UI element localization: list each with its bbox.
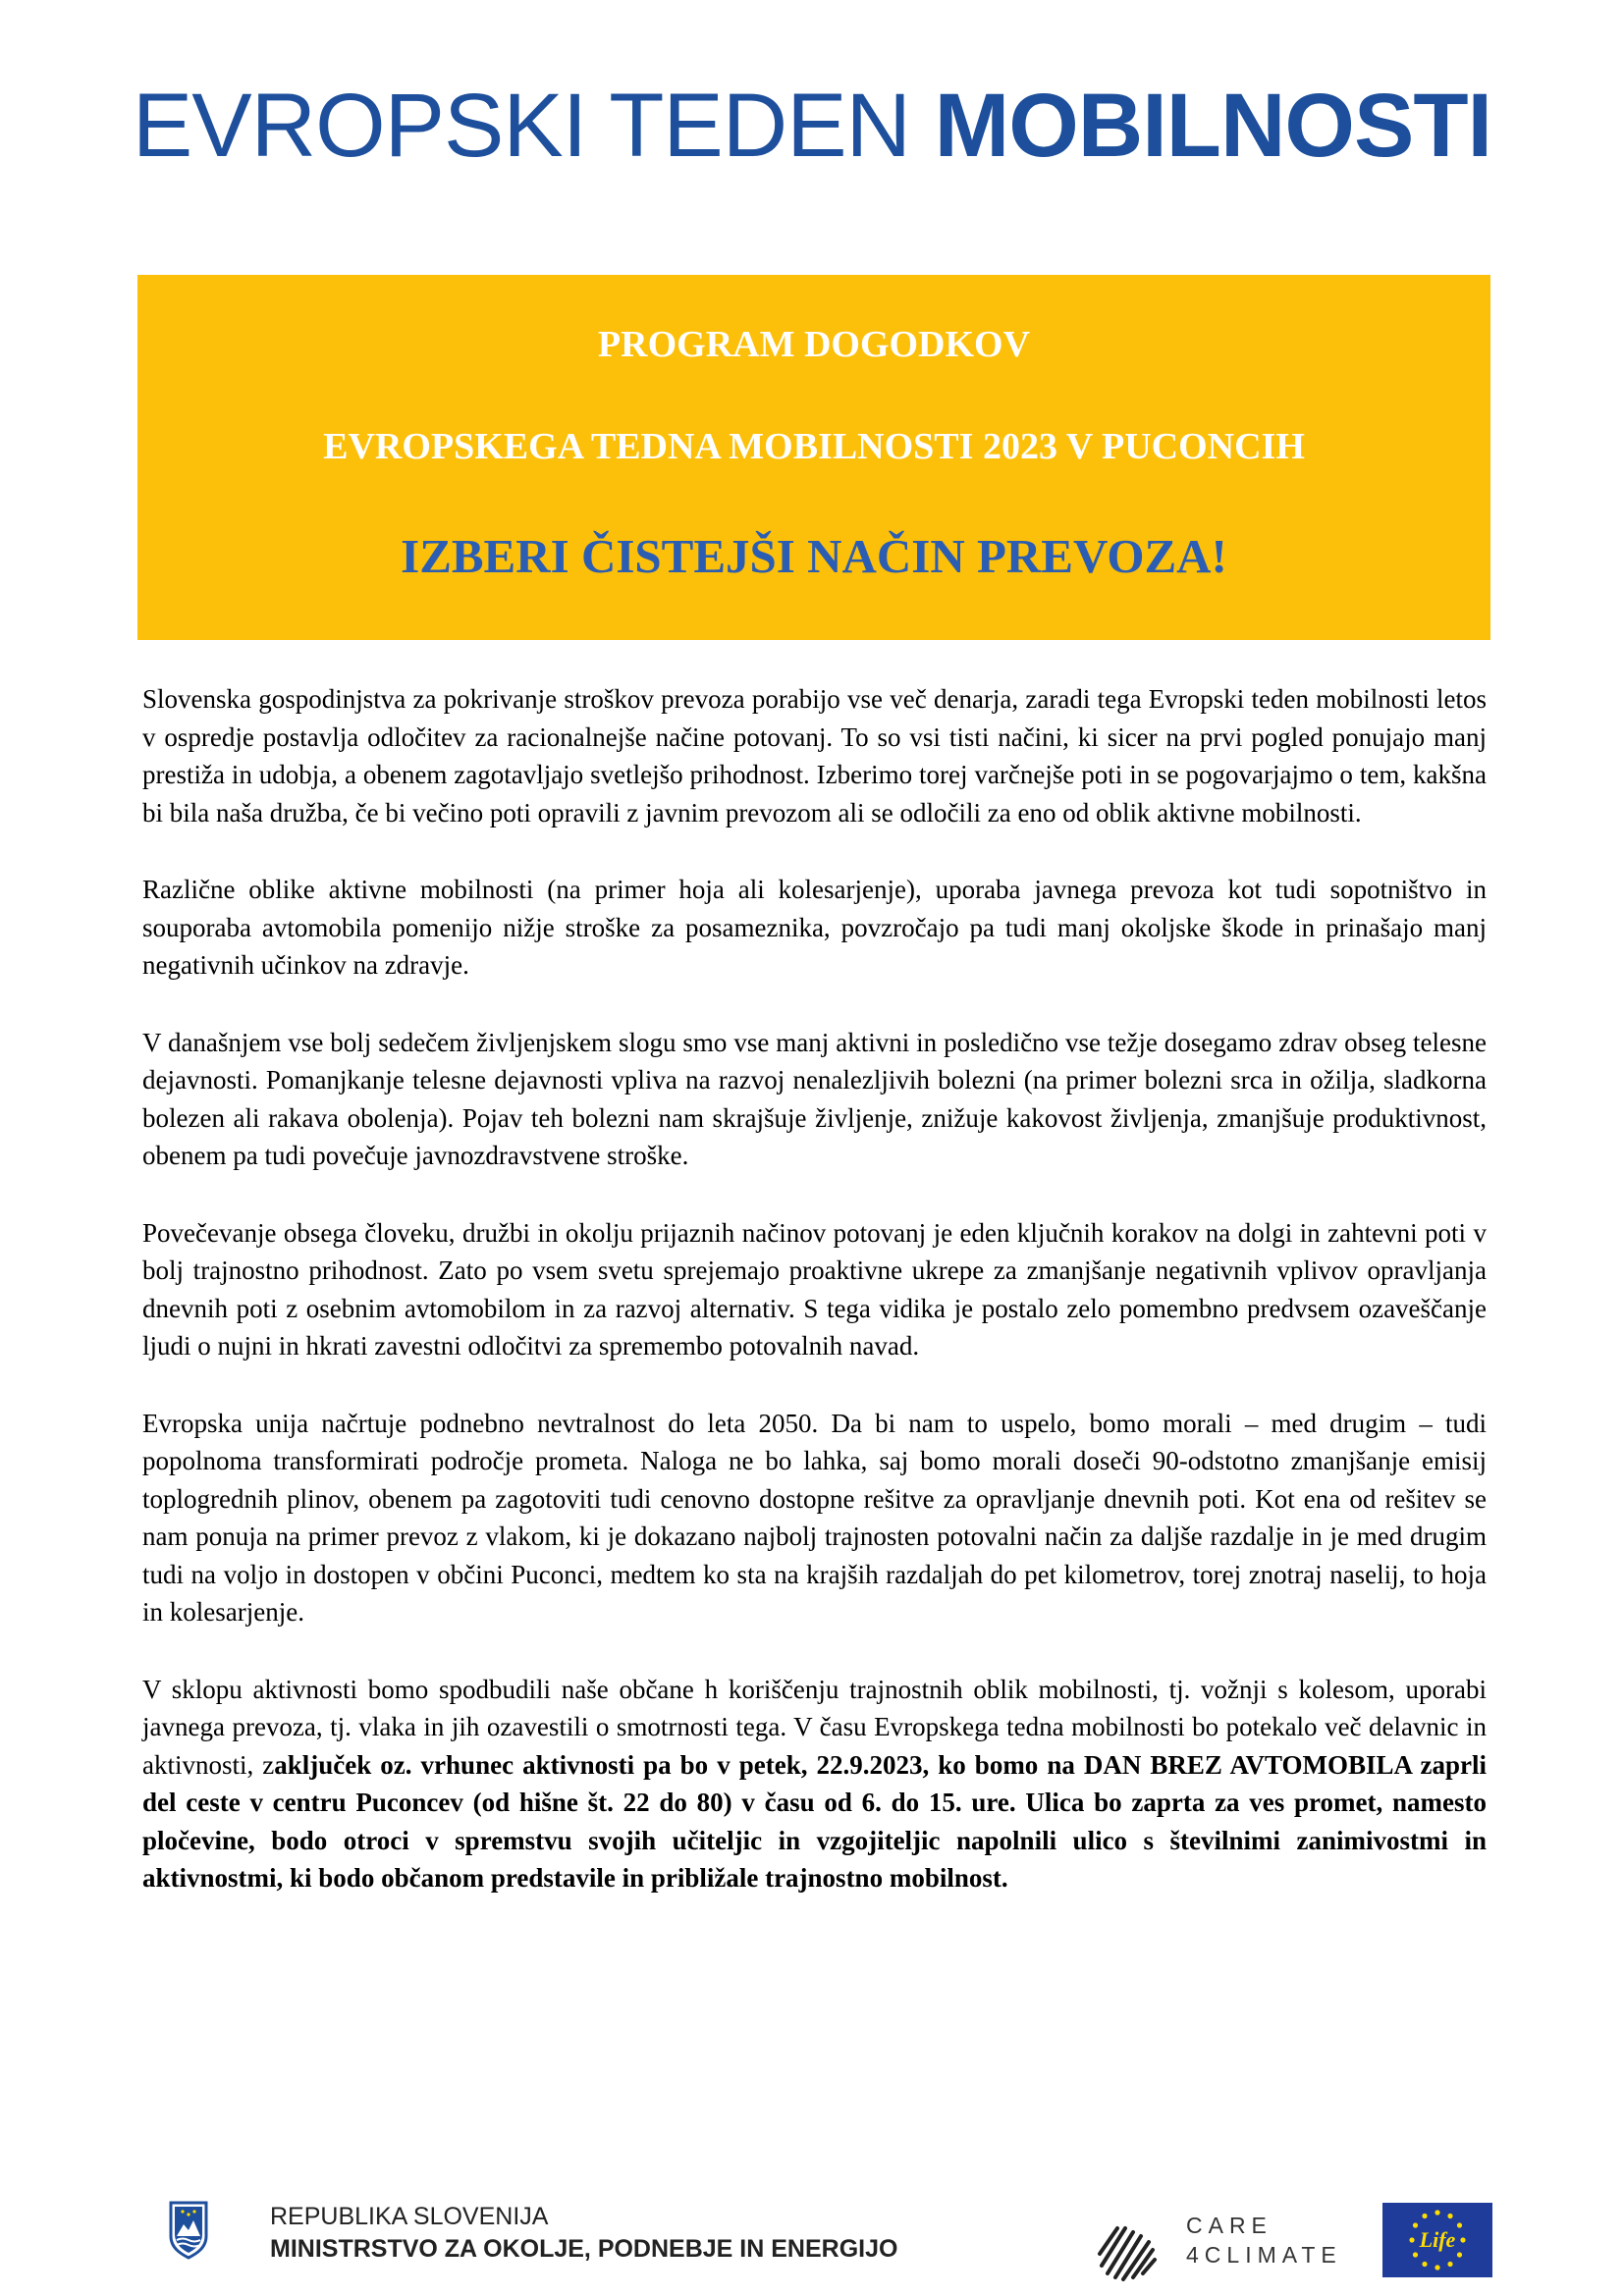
ministry-footer-logo — [169, 2199, 915, 2268]
body-paragraph-2: Različne oblike aktivne mobilnosti (na primer hoja ali kolesarjenje), uporaba javnega prevoza kot tudi sopotništvo in souporaba avtomobila pomenijo nižje stroške za posameznika, povzročajo pa tudi manj okoljske škode in prinašajo manj negativnih učinkov na zdravje. — [142, 875, 1487, 980]
paragraph-6-text: V sklopu aktivnosti bomo spodbudili naše občane h koriščenju trajnostnih oblik mobilnosti, tj. vožnji s kolesom, uporabi javnega prevoza, tj. vlaka in jih ozavestili o smotrnosti tega. V času Evropskega tedna mobilnosti bo potekalo več delavnic in aktivnosti, z — [142, 1674, 1487, 1780]
care4climate-line-2: 4CLIMATE — [1186, 2242, 1342, 2268]
paragraph-6-highlight: aključek oz. vrhunec aktivnosti pa bo v petek, 22.9.2023, ko bomo na DAN BREZ AVTOMOBILA zaprli del ceste v centru Puconcev (od hišne št. 22 do 80) v času od 6. do 15. ure. Ulica bo zaprta za ves promet, namesto pločevine, bodo otroci v spremstvu svojih učiteljic in vzgojiteljic napolnili ulico s številnimi zanimivostmi in aktivnostmi, ki bodo občanom predstavile in približale trajnostno mobilnost. — [142, 1749, 1488, 1893]
body-paragraph-5: Evropska unija načrtuje podnebno nevtralnost do leta 2050. Da bi nam to uspelo, bomo morali – med drugim – tudi popolnoma transformirati področje prometa. Naloga ne bo lahka, saj bomo morali doseči 90-odstotno zmanjšanje emisij toplogrednih plinov, obenem pa zagotoviti tudi cenovno dostopne rešitve za opravljanje dnevnih poti. Kot ena od rešitev se nam ponuja na primer prevoz z vlakom, ki je dokazano najbolj trajnosten potovalni način za daljše razdalje in je med drugim tudi na voljo in dostopen v občini Puconci, medtem ko sta na krajših razdaljah do pet kilometrov, torej znotraj naselij, to hoja in kolesarjenje. — [142, 1408, 1487, 1627]
care4climate-line-1: CARE — [1186, 2213, 1272, 2238]
banner-heading: PROGRAM DOGODKOV — [597, 324, 1031, 365]
body-paragraph-3: V današnjem vse bolj sedečem življenjskem slogu smo vse manj aktivni in posledično vse težje dosegamo zdrav obseg telesne dejavnosti. Pomanjkanje telesne dejavnosti vpliva na razvoj nenalezljivih bolezni (na primer bolezni srca in ožilja, sladkorna bolezen ali rakava obolenja). Pojav teh bolezni nam skrajšuje življenje, znižuje kakovost življenja, zmanjšuje produktivnost, obenem pa tudi povečuje javnozdravstvene stroške. — [142, 1027, 1487, 1170]
body-paragraph-6 — [142, 1671, 1487, 1897]
ministry-name: MINISTRSTVO ZA OKOLJE, PODNEBJE IN ENERGIJO — [270, 2235, 898, 2263]
banner-subheading: EVROPSKEGA TEDNA MOBILNOSTI 2023 V PUCONCIH — [323, 426, 1305, 467]
eu-life-programme-logo — [1382, 2203, 1492, 2277]
care4climate-fingerprint-icon — [1092, 2215, 1163, 2285]
body-paragraph-4: Povečevanje obsega človeku, družbi in okolju prijaznih načinov potovanj je eden ključnih korakov na dolgi in zahtevni poti v bolj trajnostno prihodnost. Zato po vsem svetu sprejemajo proaktivne ukrepe za zmanjšanje negativnih vplivov opravljanja dnevnih poti z osebnim avtomobilom in za razvoj alternativ. S tega vidika je postalo zelo pomembno predvsem ozaveščanje ljudi o nujni in hkrati zavestni odločitvi za spremembo potovalnih navad. — [142, 1217, 1487, 1361]
event-logo-title — [0, 76, 1624, 176]
life-logo-text: Life — [1419, 2227, 1456, 2252]
republic-name: REPUBLIKA SLOVENIJA — [270, 2203, 549, 2230]
logo-title-light: EVROPSKI TEDEN — [132, 76, 935, 176]
logo-title-bold: MOBILNOSTI — [934, 76, 1492, 176]
slovenia-coat-of-arms-icon — [169, 2201, 208, 2260]
body-paragraph-1: Slovenska gospodinjstva za pokrivanje stroškov prevoza porabijo vse več denarja, zaradi tega Evropski teden mobilnosti letos v ospredje postavlja odločitev za racionalnejše načine potovanj. To so vsi tisti načini, ki sicer na prvi pogled ponujajo manj prestiža in udobja, a obenem zagotavljajo svetlejšo prihodnost. Izberimo torej varčnejše poti in se pogovarjajmo o tem, kakšna bi bila naša družba, če bi večino poti opravili z javnim prevozom ali se odločili za eno od oblik aktivne mobilnosti. — [142, 684, 1487, 828]
program-banner — [137, 275, 1490, 640]
banner-slogan: IZBERI ČISTEJŠI NAČIN PREVOZA! — [401, 529, 1227, 583]
document-body — [142, 680, 1487, 1897]
